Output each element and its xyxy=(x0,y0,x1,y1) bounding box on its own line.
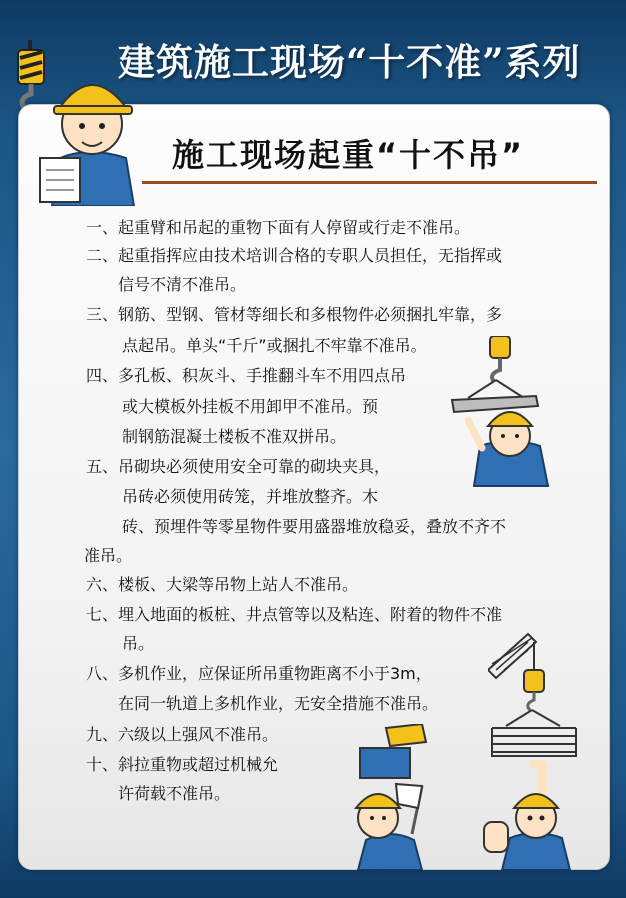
rule-line: 二、起重指挥应由技术培训合格的专职人员担任，无指挥或 xyxy=(86,246,503,265)
page-title: 建筑施工现场“十不准”系列 xyxy=(118,40,581,84)
rule-line: 制钢筋混凝土楼板不准双拼吊。 xyxy=(122,427,347,446)
rule-line: 信号不清不准吊。 xyxy=(118,275,247,294)
worker-flag-icon xyxy=(326,724,446,870)
rule-line: 八、多机作业，应保证所吊重物距离不小于3m， xyxy=(86,664,432,683)
rule-line: 六、楼板、大梁等吊物上站人不准吊。 xyxy=(86,575,359,594)
rule-line: 吊。 xyxy=(122,634,155,653)
rule-line: 五、吊砌块必须使用安全可靠的砌块夹具， xyxy=(86,457,391,476)
rule-line: 十、斜拉重物或超过机械允 xyxy=(86,755,279,774)
rule-line: 许荷载不准吊。 xyxy=(118,784,231,803)
rule-line: 七、埋入地面的板桩、井点管等以及粘连、附着的物件不准 xyxy=(86,605,503,624)
rule-line: 准吊。 xyxy=(84,546,133,565)
panel-subtitle: 施工现场起重“十不吊” xyxy=(172,136,525,174)
rule-line: 砖、预埋件等零星物件要用盛器堆放稳妥，叠放不齐不 xyxy=(122,517,507,536)
rule-line: 一、起重臂和吊起的重物下面有人停留或行走不准吊。 xyxy=(86,218,471,237)
worker-stop-icon xyxy=(480,760,580,870)
rule-line: 吊砖必须使用砖笼，并堆放整齐。木 xyxy=(122,487,379,506)
title-divider xyxy=(142,181,597,184)
worker-pointing-icon xyxy=(440,336,570,496)
rule-line: 九、六级以上强风不准吊。 xyxy=(86,725,279,744)
rule-line: 点起吊。单头“千斤”或捆扎不牢靠不准吊。 xyxy=(122,336,427,355)
worker-clipboard-icon xyxy=(34,66,144,206)
rule-line: 或大模板外挂板不用卸甲不准吊。预 xyxy=(122,397,379,416)
crane-load-icon xyxy=(488,630,580,760)
rule-line: 四、多孔板、积灰斗、手推翻斗车不用四点吊 xyxy=(86,366,407,385)
rule-line: 三、钢筋、型钢、管材等细长和多根物件必须捆扎牢靠，多 xyxy=(86,305,503,324)
rule-line: 在同一轨道上多机作业，无安全措施不准吊。 xyxy=(118,694,439,713)
